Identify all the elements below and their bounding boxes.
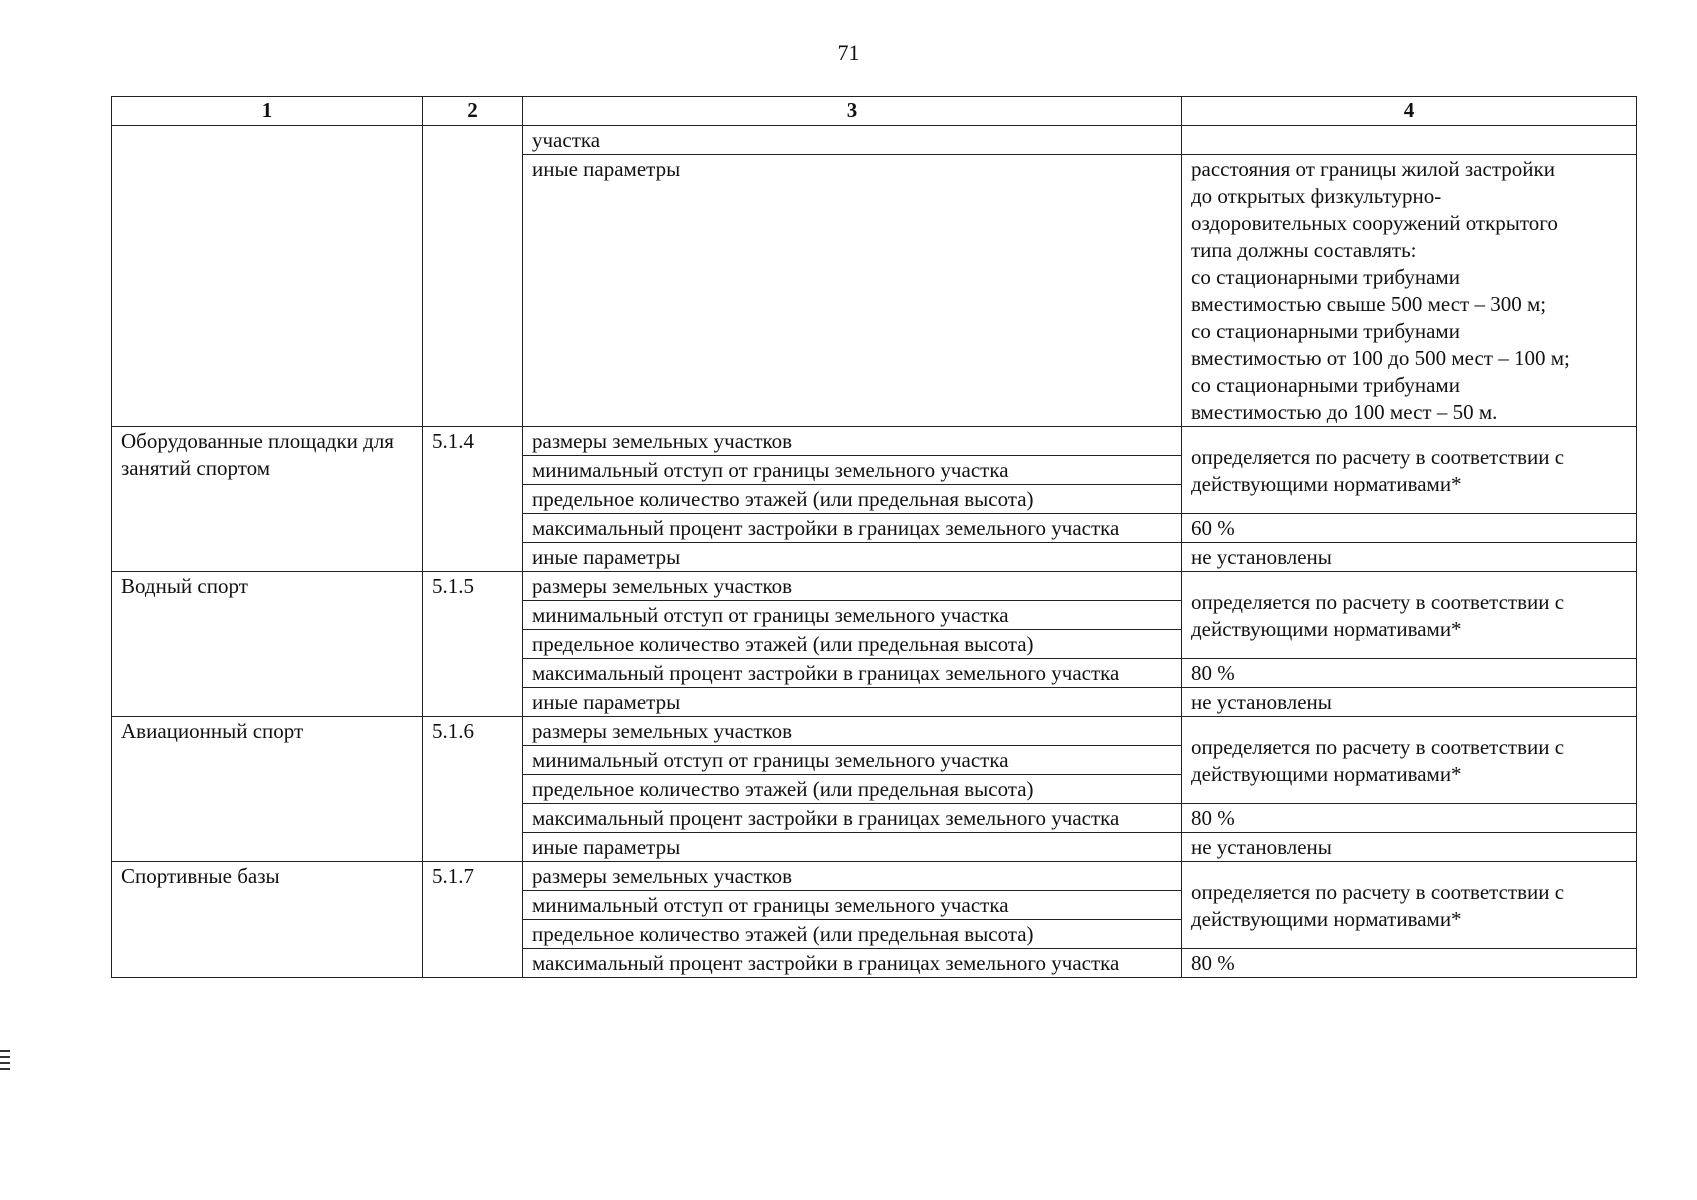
column-header-4: 4 xyxy=(1182,97,1637,126)
table-row xyxy=(112,862,1637,891)
column-header-1: 1 xyxy=(112,97,423,126)
param-cell: размеры земельных участков xyxy=(523,572,1182,601)
value-cell: 60 % xyxy=(1182,514,1637,543)
param-cell: максимальный процент застройки в границах земельного участка xyxy=(523,949,1182,978)
column-header-3: 3 xyxy=(523,97,1182,126)
code-cell-empty xyxy=(423,126,523,427)
scan-margin-marks xyxy=(0,1050,14,1074)
page-number: 71 xyxy=(837,40,860,65)
value-cell xyxy=(1182,126,1637,155)
param-cell: максимальный процент застройки в границах земельного участка xyxy=(523,514,1182,543)
value-cell: расстояния от границы жилой застройки до открытых физкультурно- оздоровительных сооружений открытого типа должны составлять: со стационарными трибунами вместимостью свыше 500 мест – 300 м; со стационарными трибунами вместимостью от 100 до 500 мест – 100 м; со стационарными трибунами вместимостью до 100 мест – 50 м. xyxy=(1182,155,1637,427)
value-cell: определяется по расчету в соответствии с действующими нормативами* xyxy=(1182,717,1637,804)
type-name-cell: Авиационный спорт xyxy=(112,717,423,862)
param-cell: размеры земельных участков xyxy=(523,862,1182,891)
value-cell: 80 % xyxy=(1182,949,1637,978)
column-header-2: 2 xyxy=(423,97,523,126)
type-name-cell: Спортивные базы xyxy=(112,862,423,978)
code-cell: 5.1.4 xyxy=(423,427,523,572)
param-cell: иные параметры xyxy=(523,543,1182,572)
param-cell: иные параметры xyxy=(523,688,1182,717)
value-cell: определяется по расчету в соответствии с действующими нормативами* xyxy=(1182,427,1637,514)
param-cell: предельное количество этажей (или предельная высота) xyxy=(523,630,1182,659)
table-row xyxy=(112,572,1637,601)
value-cell: определяется по расчету в соответствии с действующими нормативами* xyxy=(1182,572,1637,659)
value-cell: не установлены xyxy=(1182,688,1637,717)
param-cell: размеры земельных участков xyxy=(523,427,1182,456)
value-cell: 80 % xyxy=(1182,659,1637,688)
table-row xyxy=(112,717,1637,746)
table-header-row xyxy=(112,97,1637,126)
param-cell: участка xyxy=(523,126,1182,155)
code-cell: 5.1.6 xyxy=(423,717,523,862)
code-cell: 5.1.5 xyxy=(423,572,523,717)
param-cell: предельное количество этажей (или предельная высота) xyxy=(523,920,1182,949)
param-cell: минимальный отступ от границы земельного участка xyxy=(523,746,1182,775)
param-cell: предельное количество этажей (или предельная высота) xyxy=(523,775,1182,804)
value-cell: не установлены xyxy=(1182,543,1637,572)
type-name-cell: Водный спорт xyxy=(112,572,423,717)
param-cell: максимальный процент застройки в границах земельного участка xyxy=(523,659,1182,688)
param-cell: минимальный отступ от границы земельного участка xyxy=(523,456,1182,485)
type-cell-empty xyxy=(112,126,423,427)
param-cell: предельное количество этажей (или предельная высота) xyxy=(523,485,1182,514)
param-cell: максимальный процент застройки в границах земельного участка xyxy=(523,804,1182,833)
param-cell: иные параметры xyxy=(523,155,1182,427)
value-cell: не установлены xyxy=(1182,833,1637,862)
type-name-cell: Оборудованные площадки для занятий спортом xyxy=(112,427,423,572)
table-row xyxy=(112,427,1637,456)
param-cell: размеры земельных участков xyxy=(523,717,1182,746)
table-row xyxy=(112,126,1637,155)
param-cell: минимальный отступ от границы земельного участка xyxy=(523,891,1182,920)
code-cell: 5.1.7 xyxy=(423,862,523,978)
value-cell: определяется по расчету в соответствии с действующими нормативами* xyxy=(1182,862,1637,949)
regulations-table xyxy=(111,96,1637,978)
param-cell: иные параметры xyxy=(523,833,1182,862)
param-cell: минимальный отступ от границы земельного участка xyxy=(523,601,1182,630)
value-cell: 80 % xyxy=(1182,804,1637,833)
